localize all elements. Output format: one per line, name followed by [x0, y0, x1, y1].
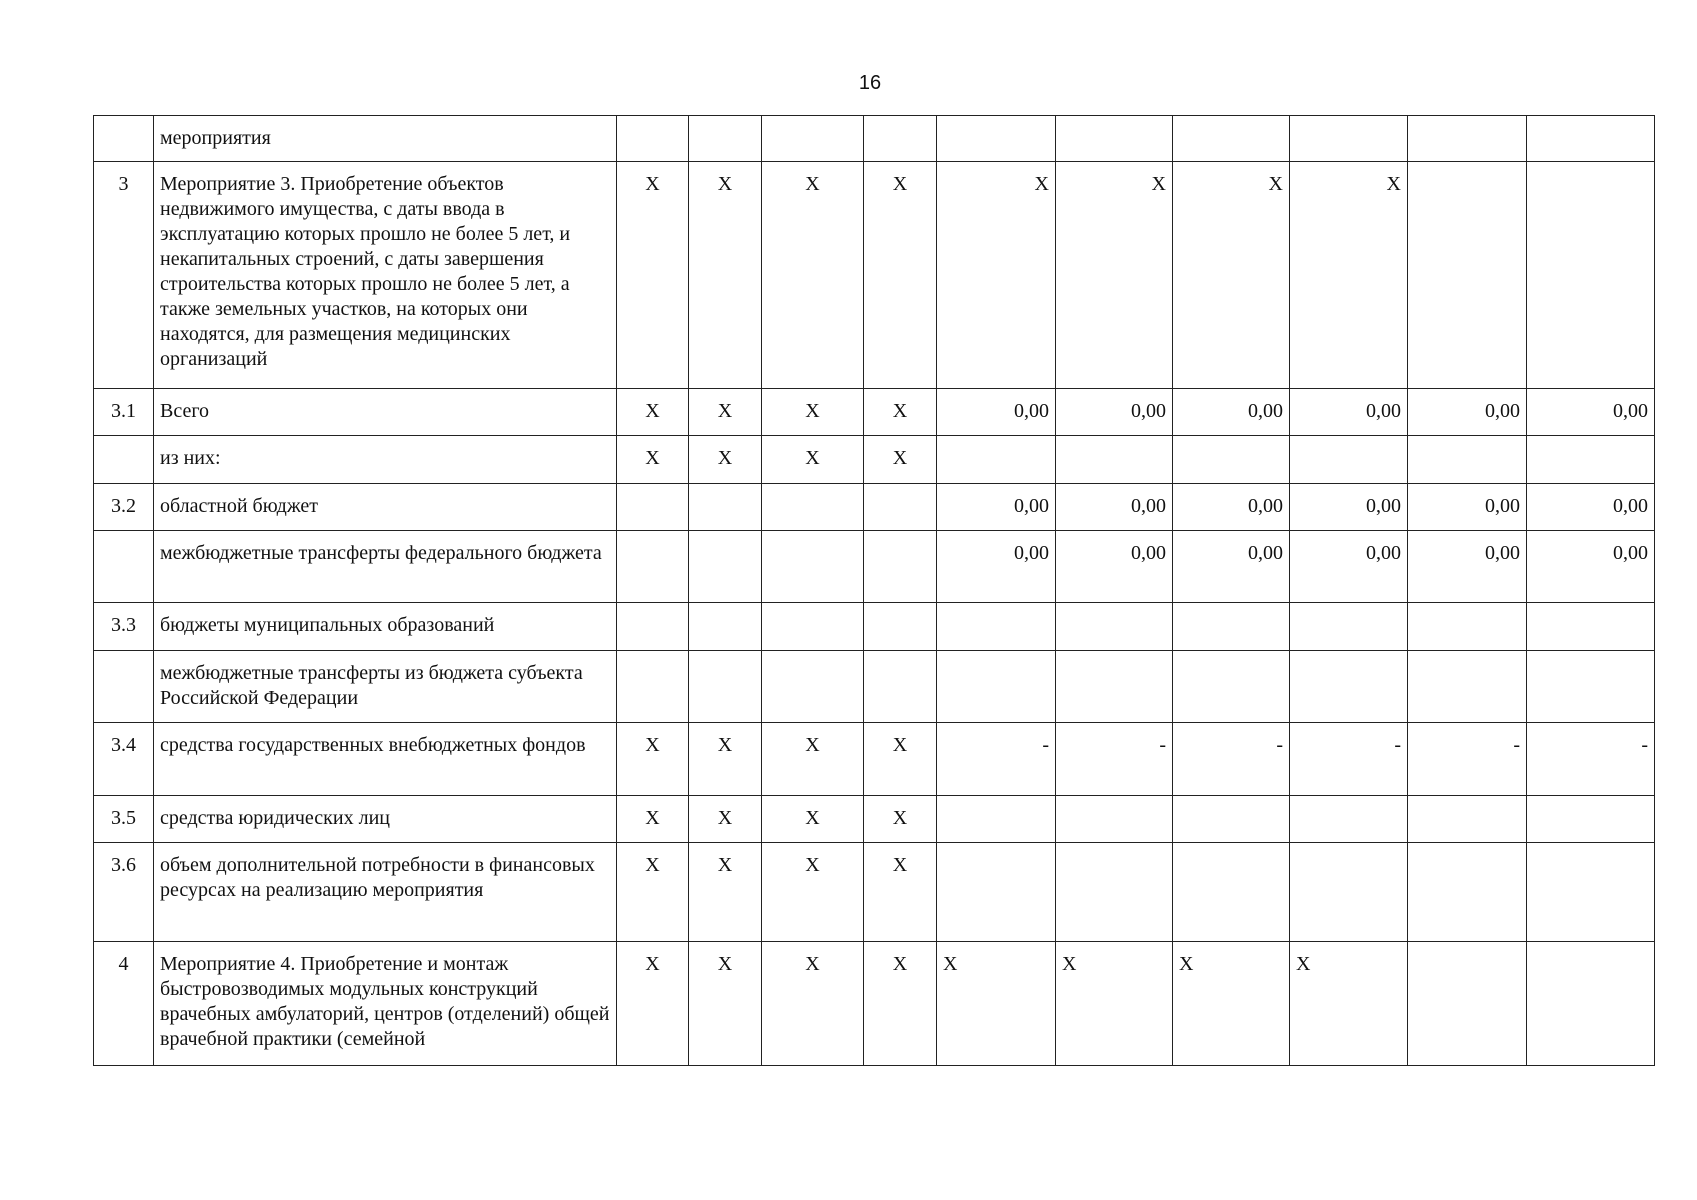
mark-cell: [689, 484, 762, 531]
table-row: [94, 651, 1655, 723]
value-cell: 0,00: [937, 484, 1056, 531]
value-cell: [1056, 603, 1173, 651]
value-cell: [937, 843, 1056, 942]
row-name: межбюджетные трансферты из бюджета субъекта Российской Федерации: [154, 651, 617, 723]
mark-cell: X: [864, 436, 937, 484]
row-name: Мероприятие 3. Приобретение объектов недвижимого имущества, с даты ввода в эксплуатацию которых прошло не более 5 лет, и некапитальных строений, с даты завершения строительства которых прошло не более 5 лет, а также земельных участков, на которых они находятся, для размещения медицинских организаций: [154, 162, 617, 389]
row-name: мероприятия: [154, 116, 617, 162]
value-cell: [1408, 843, 1527, 942]
value-cell: [1527, 436, 1655, 484]
mark-cell: X: [937, 162, 1056, 389]
mark-cell: X: [864, 389, 937, 436]
value-cell: [1527, 603, 1655, 651]
value-cell: [1408, 942, 1527, 1066]
mark-cell: X: [617, 796, 689, 843]
value-cell: -: [1290, 723, 1408, 796]
row-number: 3.6: [94, 843, 154, 942]
table-row: [94, 531, 1655, 603]
row-number: 3.5: [94, 796, 154, 843]
mark-cell: X: [762, 843, 864, 942]
mark-cell: [762, 484, 864, 531]
row-number: 3.4: [94, 723, 154, 796]
mark-cell: X: [762, 942, 864, 1066]
mark-cell: X: [617, 162, 689, 389]
row-name: межбюджетные трансферты федерального бюджета: [154, 531, 617, 603]
row-number: 3.2: [94, 484, 154, 531]
value-cell: 0,00: [937, 531, 1056, 603]
value-cell: [1408, 796, 1527, 843]
value-cell: [1290, 603, 1408, 651]
table-row: [94, 942, 1655, 1066]
value-cell: 0,00: [1056, 531, 1173, 603]
table-row: [94, 389, 1655, 436]
value-cell: [937, 603, 1056, 651]
value-cell: -: [1527, 723, 1655, 796]
value-cell: 0,00: [1173, 484, 1290, 531]
value-cell: 0,00: [1527, 531, 1655, 603]
mark-cell: X: [1290, 162, 1408, 389]
value-cell: 0,00: [1527, 389, 1655, 436]
mark-cell: X: [937, 942, 1056, 1066]
table-row: [94, 603, 1655, 651]
page-number: 16: [858, 72, 882, 94]
mark-cell: [617, 531, 689, 603]
row-name: объем дополнительной потребности в финансовых ресурсах на реализацию мероприятия: [154, 843, 617, 942]
value-cell: [1527, 843, 1655, 942]
table-row: [94, 843, 1655, 942]
mark-cell: X: [864, 723, 937, 796]
value-cell: [1290, 436, 1408, 484]
mark-cell: [689, 651, 762, 723]
mark-cell: X: [864, 796, 937, 843]
value-cell: [937, 651, 1056, 723]
mark-cell: X: [864, 162, 937, 389]
value-cell: [1173, 843, 1290, 942]
table-row: [94, 796, 1655, 843]
value-cell: -: [1056, 723, 1173, 796]
value-cell: [1527, 796, 1655, 843]
mark-cell: X: [1173, 162, 1290, 389]
mark-cell: [689, 603, 762, 651]
row-number: [94, 116, 154, 162]
mark-cell: X: [864, 843, 937, 942]
budget-table: [93, 115, 1655, 1066]
value-cell: [1290, 843, 1408, 942]
mark-cell: X: [689, 723, 762, 796]
table-row: [94, 436, 1655, 484]
value-cell: 0,00: [1408, 389, 1527, 436]
row-name: средства юридических лиц: [154, 796, 617, 843]
row-name: Всего: [154, 389, 617, 436]
mark-cell: X: [689, 389, 762, 436]
value-cell: [1173, 796, 1290, 843]
value-cell: -: [1408, 723, 1527, 796]
value-cell: 0,00: [1290, 531, 1408, 603]
value-cell: [1173, 116, 1290, 162]
mark-cell: X: [689, 436, 762, 484]
row-name: бюджеты муниципальных образований: [154, 603, 617, 651]
value-cell: [1527, 651, 1655, 723]
value-cell: [1527, 942, 1655, 1066]
value-cell: [1527, 162, 1655, 389]
row-number: 4: [94, 942, 154, 1066]
mark-cell: X: [1056, 942, 1173, 1066]
mark-cell: [689, 116, 762, 162]
mark-cell: X: [1290, 942, 1408, 1066]
value-cell: [1056, 436, 1173, 484]
mark-cell: X: [617, 389, 689, 436]
mark-cell: X: [1056, 162, 1173, 389]
mark-cell: [864, 484, 937, 531]
value-cell: 0,00: [1527, 484, 1655, 531]
table-row: [94, 162, 1655, 389]
mark-cell: [762, 116, 864, 162]
row-name: средства государственных внебюджетных фондов: [154, 723, 617, 796]
value-cell: [1408, 116, 1527, 162]
value-cell: [1173, 436, 1290, 484]
value-cell: [937, 796, 1056, 843]
mark-cell: [864, 651, 937, 723]
table-row: [94, 116, 1655, 162]
value-cell: [1408, 603, 1527, 651]
mark-cell: X: [762, 436, 864, 484]
row-name: из них:: [154, 436, 617, 484]
mark-cell: [864, 603, 937, 651]
table-row: [94, 723, 1655, 796]
value-cell: 0,00: [937, 389, 1056, 436]
mark-cell: X: [689, 942, 762, 1066]
value-cell: [1290, 116, 1408, 162]
value-cell: 0,00: [1173, 389, 1290, 436]
value-cell: [1056, 796, 1173, 843]
row-number: 3.1: [94, 389, 154, 436]
value-cell: 0,00: [1056, 484, 1173, 531]
row-number: [94, 531, 154, 603]
mark-cell: X: [864, 942, 937, 1066]
value-cell: 0,00: [1290, 389, 1408, 436]
mark-cell: X: [1173, 942, 1290, 1066]
value-cell: [1408, 651, 1527, 723]
mark-cell: [617, 651, 689, 723]
mark-cell: [864, 116, 937, 162]
value-cell: [1056, 843, 1173, 942]
value-cell: [1056, 651, 1173, 723]
value-cell: [1056, 116, 1173, 162]
mark-cell: X: [762, 796, 864, 843]
mark-cell: [762, 603, 864, 651]
mark-cell: X: [689, 162, 762, 389]
value-cell: [937, 436, 1056, 484]
mark-cell: X: [617, 843, 689, 942]
value-cell: [937, 116, 1056, 162]
table-body: [94, 116, 1655, 1066]
mark-cell: X: [762, 723, 864, 796]
value-cell: [1290, 796, 1408, 843]
row-number: [94, 651, 154, 723]
value-cell: [1408, 436, 1527, 484]
row-number: 3.3: [94, 603, 154, 651]
row-name: областной бюджет: [154, 484, 617, 531]
mark-cell: X: [762, 162, 864, 389]
mark-cell: X: [617, 723, 689, 796]
mark-cell: [617, 484, 689, 531]
mark-cell: [617, 116, 689, 162]
value-cell: [1527, 116, 1655, 162]
row-name: Мероприятие 4. Приобретение и монтаж быстровозводимых модульных конструкций врачебных амбулаторий, центров (отделений) общей врачебной практики (семейной: [154, 942, 617, 1066]
value-cell: 0,00: [1056, 389, 1173, 436]
table-row: [94, 484, 1655, 531]
value-cell: -: [937, 723, 1056, 796]
value-cell: [1408, 162, 1527, 389]
value-cell: [1173, 651, 1290, 723]
mark-cell: X: [617, 942, 689, 1066]
value-cell: 0,00: [1408, 484, 1527, 531]
value-cell: [1173, 603, 1290, 651]
mark-cell: [864, 531, 937, 603]
mark-cell: X: [689, 843, 762, 942]
value-cell: -: [1173, 723, 1290, 796]
mark-cell: X: [617, 436, 689, 484]
mark-cell: [762, 531, 864, 603]
mark-cell: [762, 651, 864, 723]
mark-cell: X: [762, 389, 864, 436]
mark-cell: [689, 531, 762, 603]
row-number: [94, 436, 154, 484]
mark-cell: X: [689, 796, 762, 843]
value-cell: 0,00: [1173, 531, 1290, 603]
row-number: 3: [94, 162, 154, 389]
value-cell: [1290, 651, 1408, 723]
value-cell: 0,00: [1290, 484, 1408, 531]
mark-cell: [617, 603, 689, 651]
value-cell: 0,00: [1408, 531, 1527, 603]
